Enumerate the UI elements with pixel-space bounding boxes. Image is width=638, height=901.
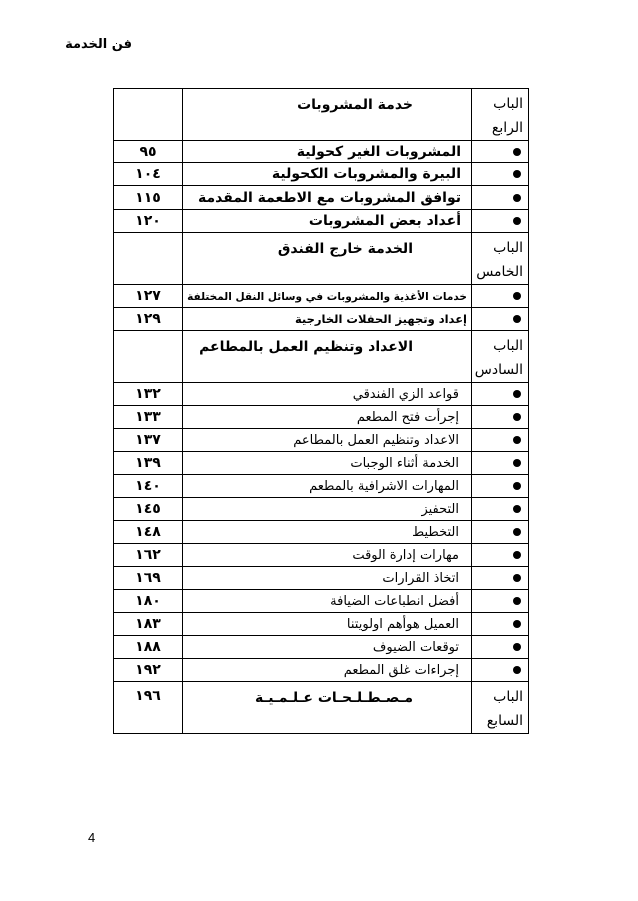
item-text: خدمات الأغذية والمشروبات في وسائل النقل المختلفة: [187, 291, 467, 303]
page-number: ١٩٦: [114, 682, 183, 734]
bullet-icon: [513, 551, 521, 559]
chapter-title-cell: [183, 682, 472, 734]
page-number: ١٢٧: [114, 285, 183, 308]
page-number: ١٨٨: [114, 636, 183, 659]
page-number: ١٤٠: [114, 475, 183, 498]
item-text: أفضل انطباعات الضيافة: [330, 593, 459, 609]
page-number: ١٢٩: [114, 308, 183, 331]
bullet-icon: [513, 482, 521, 490]
page-number: ١٦٩: [114, 567, 183, 590]
table-of-contents: [113, 88, 529, 734]
item-text: المشروبات الغير كحولية: [296, 143, 461, 160]
item-text-cell: [183, 308, 472, 331]
bullet-icon: [513, 170, 521, 178]
toc-item-row: [114, 659, 529, 682]
chapter-label: الباب: [493, 689, 523, 705]
bullet-cell: [472, 383, 529, 406]
toc-item-row: [114, 498, 529, 521]
page-number: ١٤٥: [114, 498, 183, 521]
chapter-title: خدمة المشروبات: [297, 97, 413, 113]
toc-item-row: [114, 429, 529, 452]
bullet-cell: [472, 429, 529, 452]
item-text-cell: [183, 567, 472, 590]
item-text: التحفيز: [421, 501, 459, 517]
toc-item-row: [114, 452, 529, 475]
item-text-cell: [183, 544, 472, 567]
toc-item-row: [114, 636, 529, 659]
bullet-cell: [472, 521, 529, 544]
bullet-icon: [513, 436, 521, 444]
page-number: ١٨٠: [114, 590, 183, 613]
toc-item-row: [114, 141, 529, 163]
item-text: البيرة والمشروبات الكحولية: [271, 166, 461, 182]
item-text: أعداد بعض المشروبات: [308, 213, 461, 229]
page-number: ٩٥: [114, 141, 183, 163]
item-text: توقعات الضيوف: [372, 639, 459, 655]
bullet-icon: [513, 413, 521, 421]
bullet-icon: [513, 528, 521, 536]
toc-chapter-row: [114, 331, 529, 383]
bullet-icon: [513, 459, 521, 467]
toc-chapter-row: [114, 233, 529, 285]
item-text: العميل هوأهم اولويتنا: [346, 616, 459, 632]
page-number: ١٣٩: [114, 452, 183, 475]
toc-item-row: [114, 590, 529, 613]
toc-item-row: [114, 613, 529, 636]
page-number: ١٣٢: [114, 383, 183, 406]
bullet-cell: [472, 590, 529, 613]
item-text-cell: [183, 406, 472, 429]
toc-item-row: [114, 567, 529, 590]
item-text-cell: [183, 163, 472, 186]
item-text: اتخاذ القرارات: [382, 570, 459, 586]
bullet-cell: [472, 285, 529, 308]
item-text-cell: [183, 452, 472, 475]
bullet-cell: [472, 452, 529, 475]
chapter-number: السادس: [474, 362, 523, 378]
bullet-icon: [513, 620, 521, 628]
page-number: ١٣٧: [114, 429, 183, 452]
item-text: مهارات إدارة الوقت: [352, 547, 459, 563]
item-text-cell: [183, 590, 472, 613]
toc-item-row: [114, 521, 529, 544]
chapter-title-cell: [183, 331, 472, 383]
toc-item-row: [114, 406, 529, 429]
chapter-title: الخدمة خارج الفندق: [277, 241, 413, 257]
page-number-cell: [114, 331, 183, 383]
page-number: ١١٥: [114, 186, 183, 210]
bullet-icon: [513, 390, 521, 398]
page-number: ١٤٨: [114, 521, 183, 544]
toc-item-row: [114, 308, 529, 331]
bullet-icon: [513, 666, 521, 674]
item-text-cell: [183, 498, 472, 521]
bullet-icon: [513, 292, 521, 300]
item-text-cell: [183, 521, 472, 544]
bullet-cell: [472, 210, 529, 233]
item-text-cell: [183, 285, 472, 308]
page-number: ١٣٣: [114, 406, 183, 429]
chapter-number: الرابع: [491, 120, 523, 136]
toc-item-row: [114, 544, 529, 567]
chapter-label: الباب: [493, 338, 523, 354]
chapter-label: الباب: [493, 240, 523, 256]
item-text: قواعد الزي الفندقي: [352, 386, 459, 402]
item-text-cell: [183, 429, 472, 452]
chapter-title: الاعداد وتنظيم العمل بالمطاعم: [199, 339, 413, 355]
bullet-icon: [513, 148, 521, 156]
chapter-label: الباب: [493, 96, 523, 112]
item-text-cell: [183, 383, 472, 406]
toc-item-row: [114, 383, 529, 406]
bullet-icon: [513, 505, 521, 513]
toc-item-row: [114, 475, 529, 498]
item-text-cell: [183, 613, 472, 636]
toc-chapter-row: [114, 682, 529, 734]
page-number-footer: 4: [88, 830, 96, 845]
item-text: إجرأت فتح المطعم: [356, 409, 459, 425]
page-number-cell: [114, 233, 183, 285]
bullet-cell: [472, 544, 529, 567]
page-number: ١٦٢: [114, 544, 183, 567]
page-number-cell: [114, 89, 183, 141]
bullet-icon: [513, 194, 521, 202]
bullet-cell: [472, 613, 529, 636]
page-number: ١٢٠: [114, 210, 183, 233]
toc-item-row: [114, 163, 529, 186]
chapter-number: الخامس: [476, 264, 523, 280]
bullet-cell: [472, 498, 529, 521]
item-text: المهارات الاشرافية بالمطعم: [309, 478, 459, 494]
item-text: توافق المشروبات مع الاطعمة المقدمة: [198, 189, 461, 206]
bullet-icon: [513, 574, 521, 582]
bullet-icon: [513, 597, 521, 605]
bullet-cell: [472, 308, 529, 331]
item-text-cell: [183, 475, 472, 498]
bullet-icon: [513, 315, 521, 323]
page-number: ١٩٢: [114, 659, 183, 682]
chapter-title-cell: [183, 233, 472, 285]
bullet-cell: [472, 141, 529, 163]
item-text-cell: [183, 659, 472, 682]
item-text-cell: [183, 636, 472, 659]
chapter-cell: [472, 331, 529, 383]
toc-item-row: [114, 285, 529, 308]
bullet-cell: [472, 163, 529, 186]
toc-item-row: [114, 210, 529, 233]
bullet-icon: [513, 643, 521, 651]
chapter-number: السابع: [486, 713, 523, 729]
item-text-cell: [183, 141, 472, 163]
bullet-cell: [472, 636, 529, 659]
bullet-cell: [472, 475, 529, 498]
page-number: ١٨٣: [114, 613, 183, 636]
item-text: الخدمة أثناء الوجبات: [350, 455, 459, 471]
bullet-cell: [472, 406, 529, 429]
chapter-cell: [472, 233, 529, 285]
document-header-title: فن الخدمة: [65, 37, 132, 52]
item-text: التخطيط: [412, 524, 459, 540]
page-number: ١٠٤: [114, 163, 183, 186]
bullet-cell: [472, 186, 529, 210]
chapter-title: مـصـطـلـحـات عـلـمـيـة: [254, 690, 413, 706]
item-text: الاعداد وتنظيم العمل بالمطاعم: [293, 432, 459, 448]
item-text: إجراءات غلق المطعم: [343, 662, 459, 678]
toc-item-row: [114, 186, 529, 210]
item-text-cell: [183, 186, 472, 210]
bullet-icon: [513, 217, 521, 225]
toc-chapter-row: [114, 89, 529, 141]
chapter-title-cell: [183, 89, 472, 141]
chapter-cell: [472, 682, 529, 734]
bullet-cell: [472, 567, 529, 590]
item-text: إعداد وتجهيز الحفلات الخارجية: [294, 312, 467, 326]
chapter-cell: [472, 89, 529, 141]
bullet-cell: [472, 659, 529, 682]
item-text-cell: [183, 210, 472, 233]
